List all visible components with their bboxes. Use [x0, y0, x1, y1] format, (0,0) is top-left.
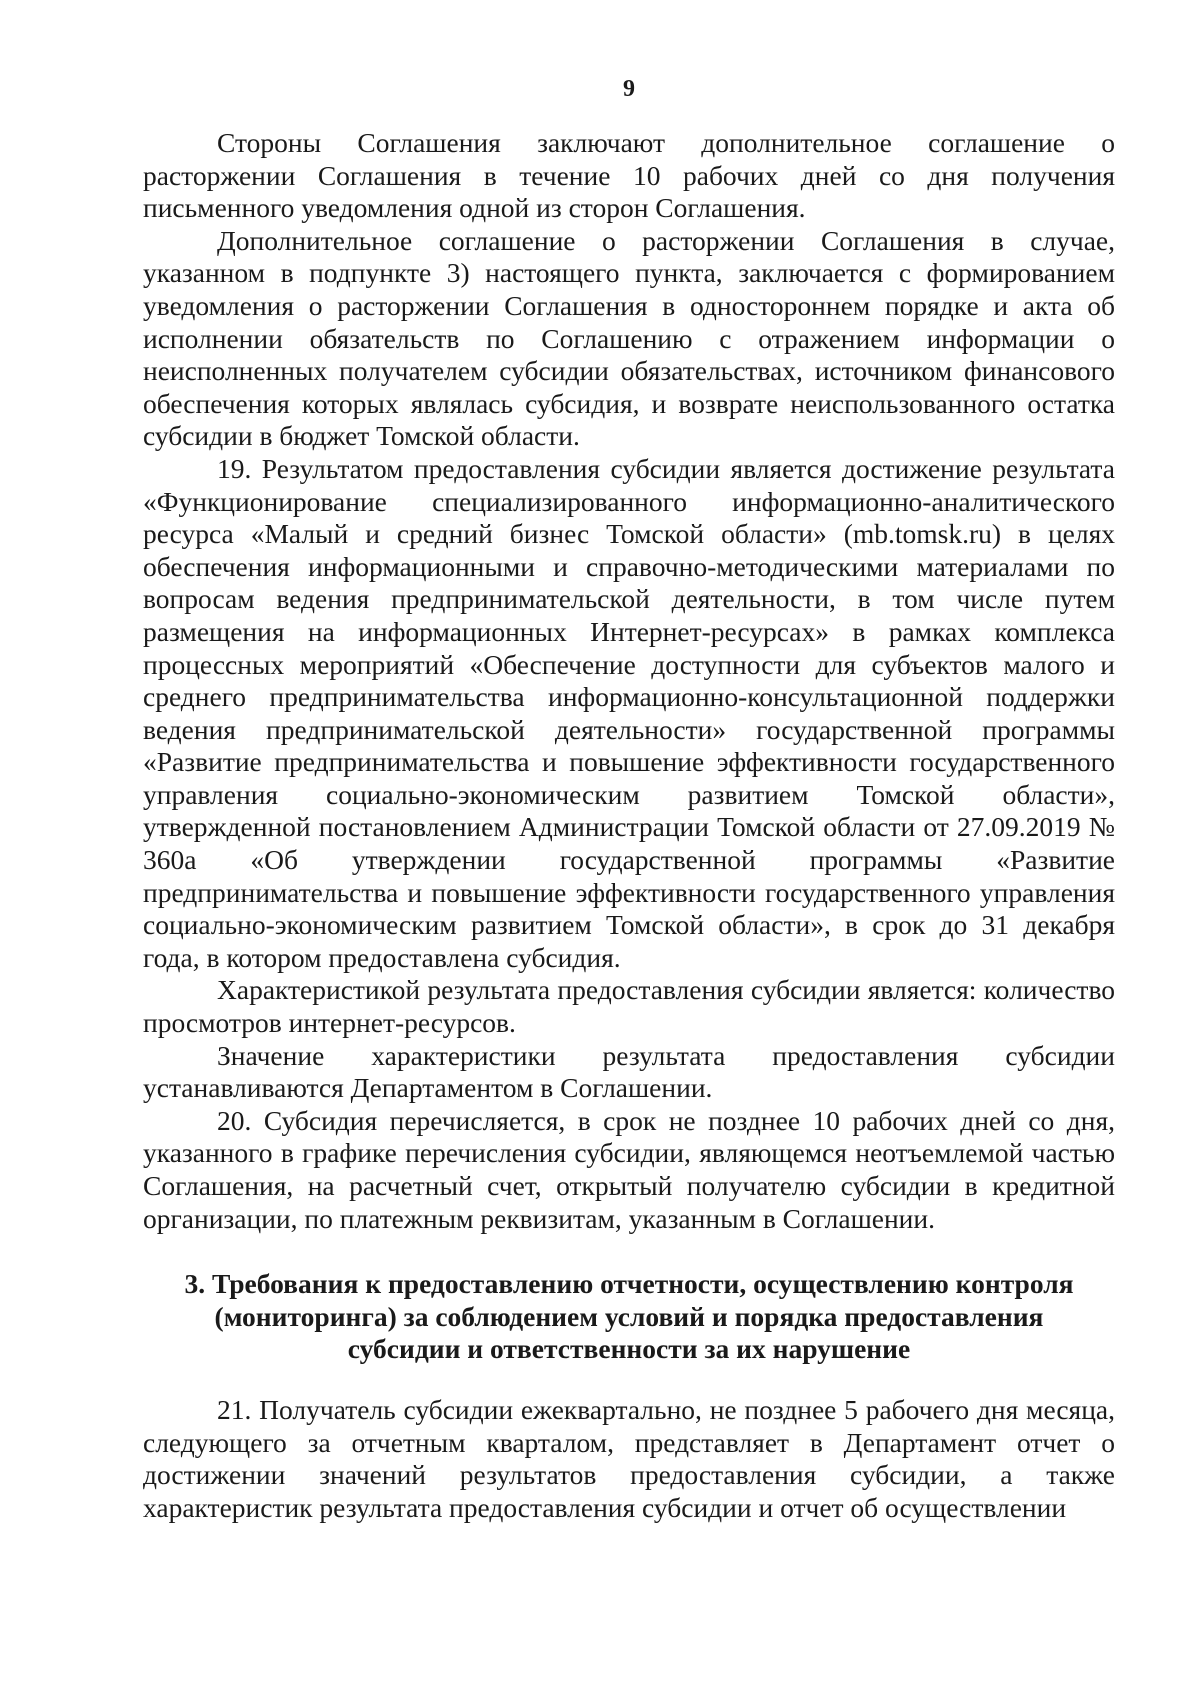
paragraph-result-characteristic: Характеристикой результата предоставления субсидии является: количество просмотров интернет-ресурсов.: [143, 974, 1115, 1039]
paragraph-21-reporting: 21. Получатель субсидии ежеквартально, не позднее 5 рабочего дня месяца, следующего за отчетным кварталом, представляет в Департамент отчет о достижении значений результатов предоставления субсидии, а также характеристик результата предоставления субсидии и отчет об осуществлении: [143, 1393, 1115, 1523]
paragraph-19-result: 19. Результатом предоставления субсидии является достижение результата «Функционирование специализированного информационно-аналитического ресурса «Малый и средний бизнес Томской области» (mb.tomsk.ru) в целях обеспечения информационными и справочно-методическими материалами по вопросам ведения предпринимательской деятельности, в том числе путем размещения на информационных Интернет-ресурсах» в рамках комплекса процессных мероприятий «Обеспечение доступности для субъектов малого и среднего предпринимательства информационно-консультационной поддержки ведения предпринимательской деятельности» государственной программы «Развитие предпринимательства и повышение эффективности государственного управления социально-экономическим развитием Томской области», утвержденной постановлением Администрации Томской области от 27.09.2019 № 360а «Об утверждении государственной программы «Развитие предпринимательства и повышение эффективности государственного управления социально-экономическим развитием Томской области», в срок до 31 декабря года, в котором предоставлена субсидия.: [143, 452, 1115, 973]
paragraph-20-transfer: 20. Субсидия перечисляется, в срок не позднее 10 рабочих дней со дня, указанного в графике перечисления субсидии, являющемся неотъемлемой частью Соглашения, на расчетный счет, открытый получателю субсидии в кредитной организации, по платежным реквизитам, указанным в Соглашении.: [143, 1104, 1115, 1234]
paragraph-termination-agreement: Стороны Соглашения заключают дополнительное соглашение о расторжении Соглашения в течение 10 рабочих дней со дня получения письменного уведомления одной из сторон Соглашения.: [143, 127, 1115, 224]
paragraph-characteristic-value: Значение характеристики результата предоставления субсидии устанавливаются Департаментом в Соглашении.: [143, 1039, 1115, 1104]
section-heading-3: 3. Требования к предоставлению отчетности, осуществлению контроля (мониторинга) за соблюдением условий и порядка предоставления субсидии и ответственности за их нарушение: [184, 1268, 1074, 1365]
document-body: [143, 127, 1115, 1524]
paragraph-additional-agreement: Дополнительное соглашение о расторжении Соглашения в случае, указанном в подпункте 3) настоящего пункта, заключается с формированием уведомления о расторжении Соглашения в одностороннем порядке и акта об исполнении обязательств по Соглашению с отражением информации о неисполненных получателем субсидии обязательствах, источником финансового обеспечения которых являлась субсидия, и возврате неиспользованного остатка субсидии в бюджет Томской области.: [143, 224, 1115, 452]
page-number: 9: [623, 76, 635, 102]
